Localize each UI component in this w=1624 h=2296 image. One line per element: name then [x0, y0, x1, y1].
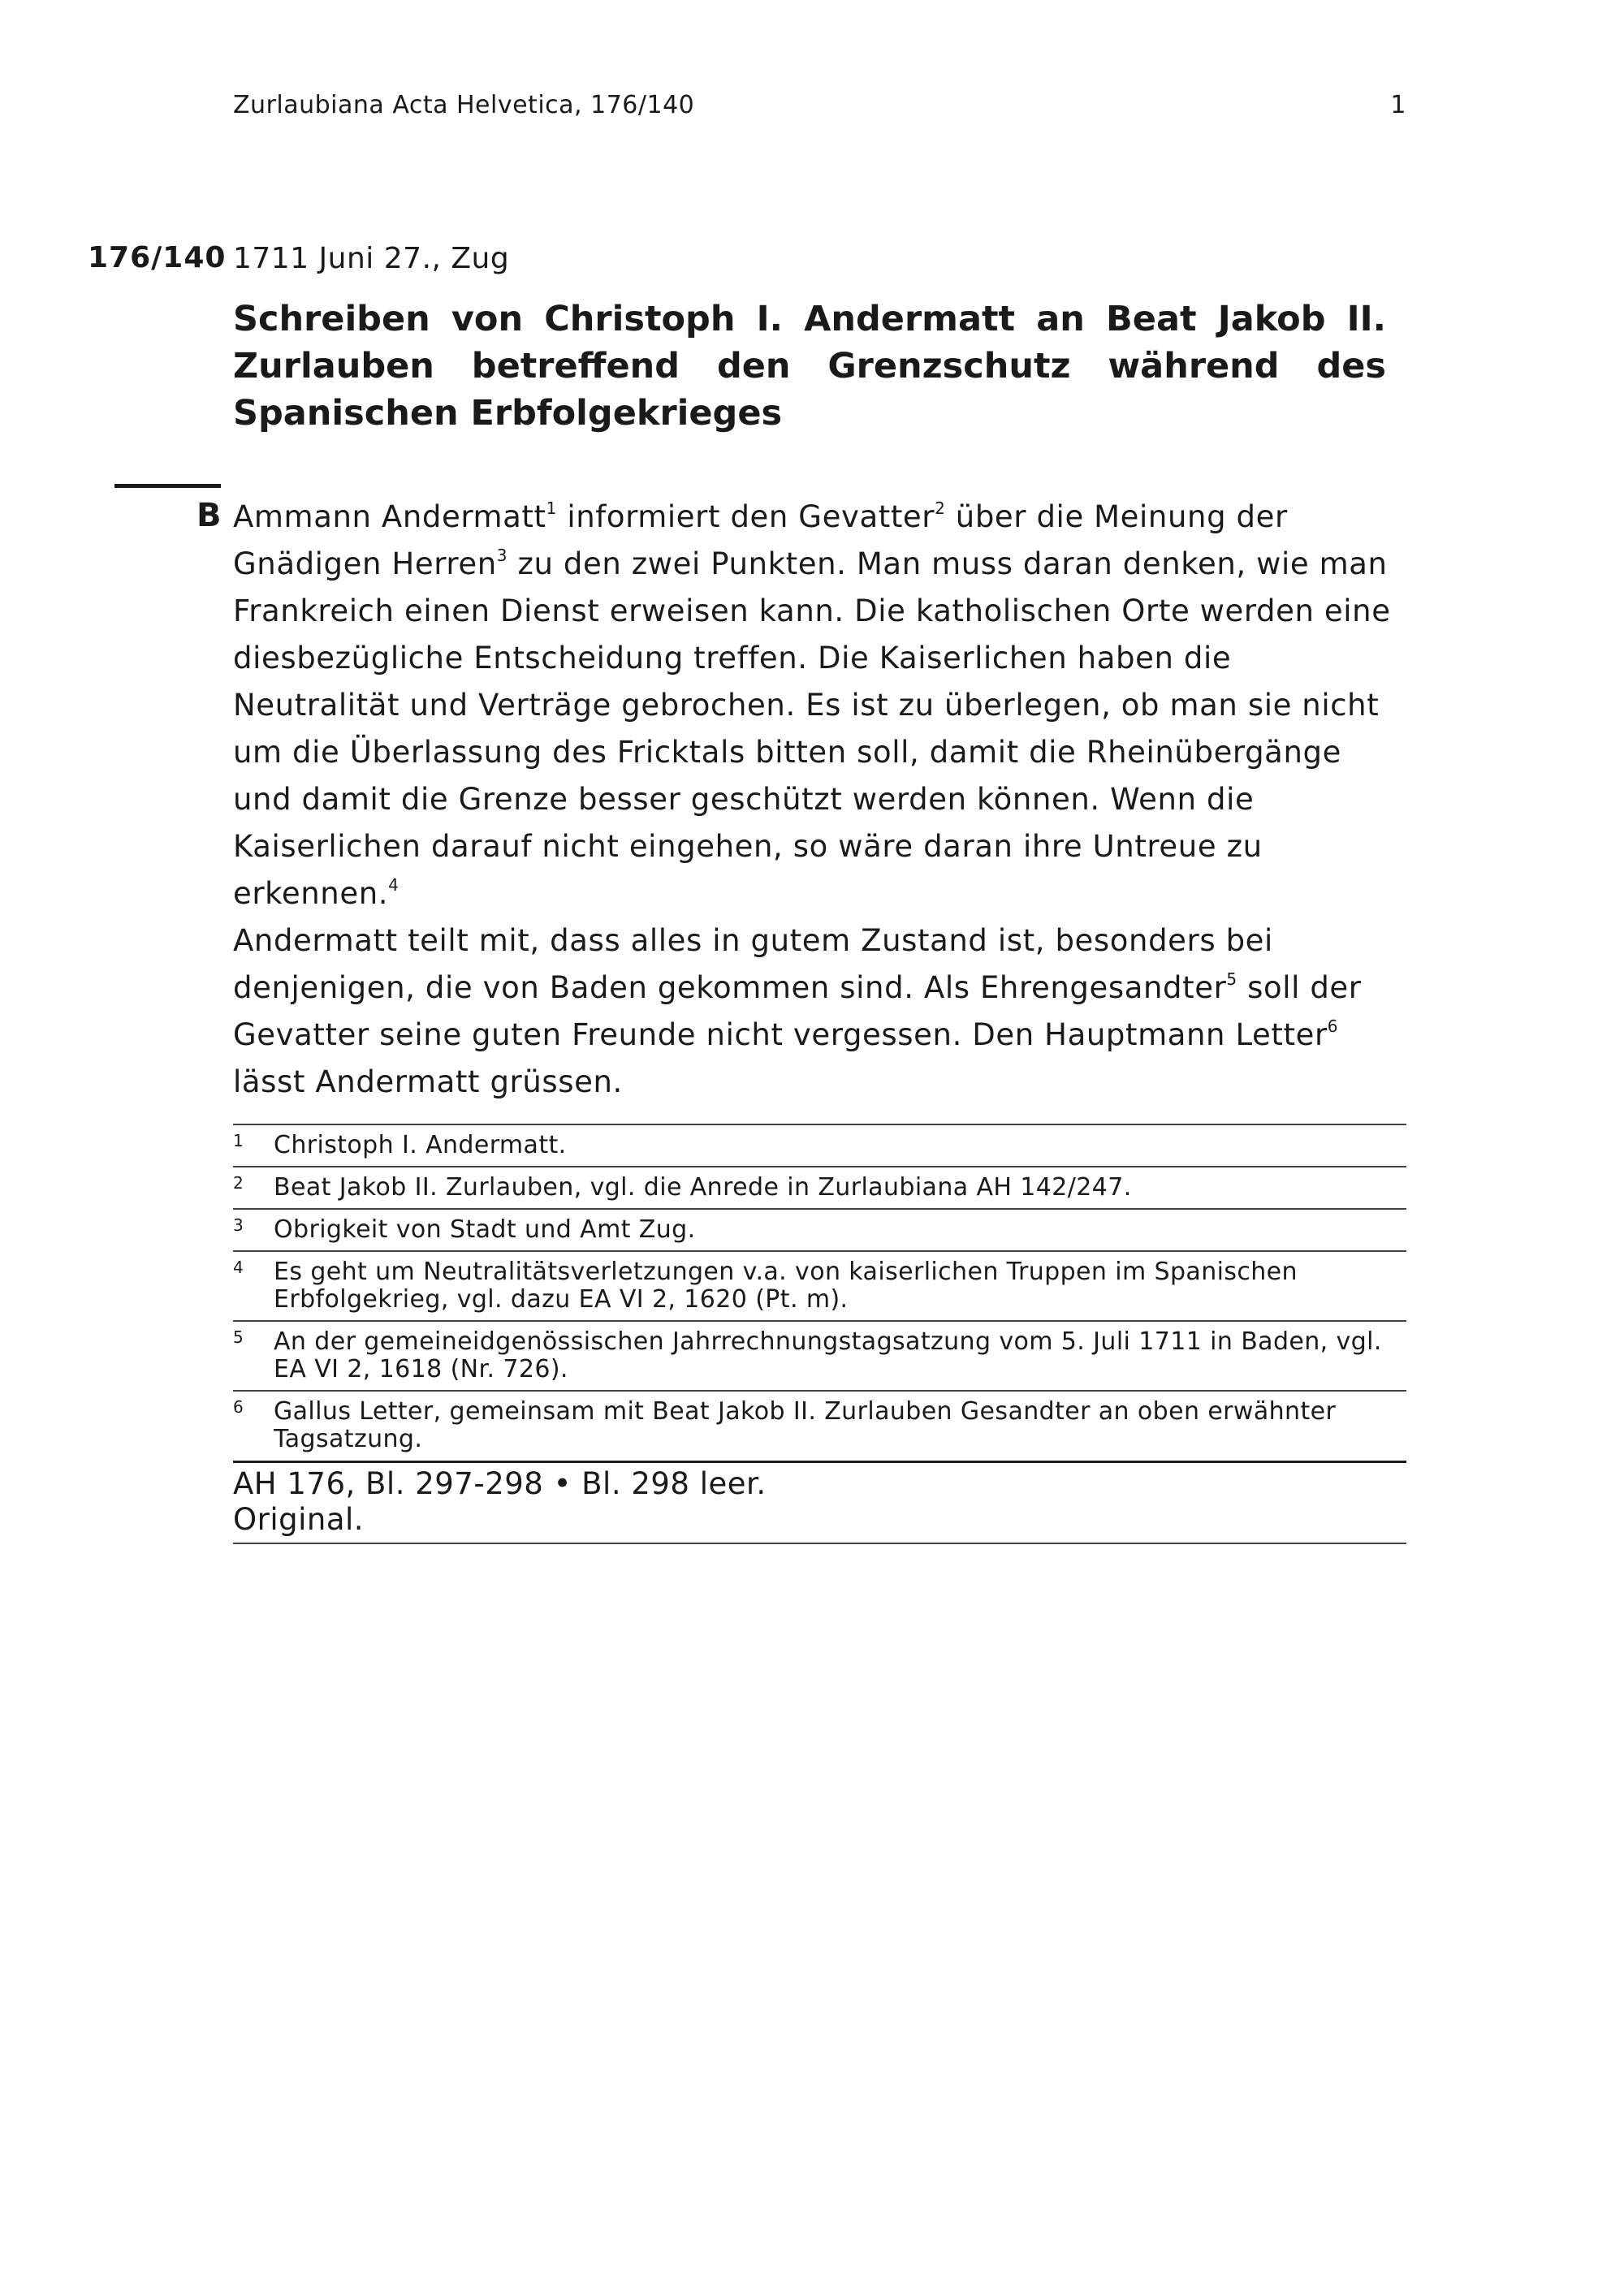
- footnote-text: Gallus Letter, gemeinsam mit Beat Jakob II. Zurlauben Gesandter an oben erwähnter Tagsatzung.: [274, 1397, 1337, 1453]
- section-marker: B: [197, 497, 222, 534]
- section-divider: [114, 484, 221, 488]
- footnote-number: 3: [233, 1215, 244, 1235]
- footnote-number: 2: [233, 1173, 244, 1193]
- regest-paragraph-1: [233, 494, 1406, 917]
- footnote-item: [233, 1252, 1406, 1322]
- footnote-number: 5: [233, 1327, 244, 1347]
- footnote-list: [233, 1124, 1406, 1460]
- footnote-ref-6[interactable]: 6: [1327, 1016, 1339, 1036]
- regest-text: informiert den Gevatter: [556, 499, 935, 534]
- regest-text: über die Meinung der Gnädigen Herren: [233, 499, 1288, 581]
- footnote-ref-2[interactable]: 2: [935, 498, 946, 518]
- regest-body: [233, 494, 1406, 1106]
- source-reference: AH 176, Bl. 297-298 • Bl. 298 leer.: [233, 1466, 767, 1501]
- footnote-ref-1[interactable]: 1: [546, 498, 557, 518]
- regest-text: zu den zwei Punkten. Man muss daran denken, wie man Frankreich einen Dienst erweisen kann. Die katholischen Orte werden eine diesbezügliche Entscheidung treffen. Die Kaiserlichen haben die Neutralität und Verträge gebrochen. Es ist zu überlegen, ob man sie nicht um die Überlassung des Fricktals bitten soll, damit die Rheinübergänge und damit die Grenze besser geschützt werden können. Wenn die Kaiserlichen darauf nicht eingehen, so wäre daran ihre Untreue zu erkennen.: [233, 546, 1391, 911]
- source-type: Original.: [233, 1502, 365, 1537]
- page-header: [233, 91, 1406, 133]
- entry-date: 1711 Juni 27., Zug: [233, 242, 510, 275]
- footnote-text: Beat Jakob II. Zurlauben, vgl. die Anrede in Zurlaubiana AH 142/247.: [274, 1173, 1132, 1202]
- footnote-text: An der gemeineidgenössischen Jahrrechnungstagsatzung vom 5. Juli 1711 in Baden, vgl. EA VI 2, 1618 (Nr. 726).: [274, 1327, 1382, 1383]
- regest-text: Andermatt teilt mit, dass alles in gutem Zustand ist, besonders bei denjenigen, die von Baden gekommen sind. Als Ehrengesandter: [233, 923, 1273, 1005]
- footnote-ref-5[interactable]: 5: [1226, 969, 1237, 989]
- footnote-text: Es geht um Neutralitätsverletzungen v.a. von kaiserlichen Truppen im Spanischen Erbfolgekrieg, vgl. dazu EA VI 2, 1620 (Pt. m).: [274, 1258, 1298, 1314]
- running-title: Zurlaubiana Acta Helvetica, 176/140: [233, 91, 695, 119]
- regest-text: Ammann Andermatt: [233, 499, 546, 534]
- regest-paragraph-2: [233, 917, 1406, 1106]
- footnote-item: [233, 1322, 1406, 1392]
- footnote-text: Obrigkeit von Stadt und Amt Zug.: [274, 1215, 696, 1244]
- footnote-number: 6: [233, 1397, 244, 1417]
- page-number: 1: [1390, 91, 1406, 119]
- footnote-item: [233, 1125, 1406, 1167]
- footnote-ref-3[interactable]: 3: [496, 546, 508, 565]
- footnote-ref-4[interactable]: 4: [388, 875, 400, 895]
- footnote-number: 4: [233, 1258, 244, 1277]
- regest-text: soll der Gevatter seine guten Freunde nicht vergessen. Den Hauptmann Letter: [233, 970, 1362, 1052]
- footnote-text: Christoph I. Andermatt.: [274, 1131, 567, 1159]
- footnote-item: [233, 1210, 1406, 1252]
- entry-title: Schreiben von Christoph I. Andermatt an Beat Jakob II. Zurlauben betreffend den Grenzschutz während des Spanischen Erbfolgekrieges: [233, 299, 1386, 434]
- footnote-item: [233, 1167, 1406, 1210]
- footnote-item: [233, 1392, 1406, 1460]
- regest-text: lässt Andermatt grüssen.: [233, 1064, 623, 1099]
- source-block: [233, 1461, 1406, 1544]
- footnote-number: 1: [233, 1131, 244, 1150]
- entry-number: 176/140: [88, 241, 227, 274]
